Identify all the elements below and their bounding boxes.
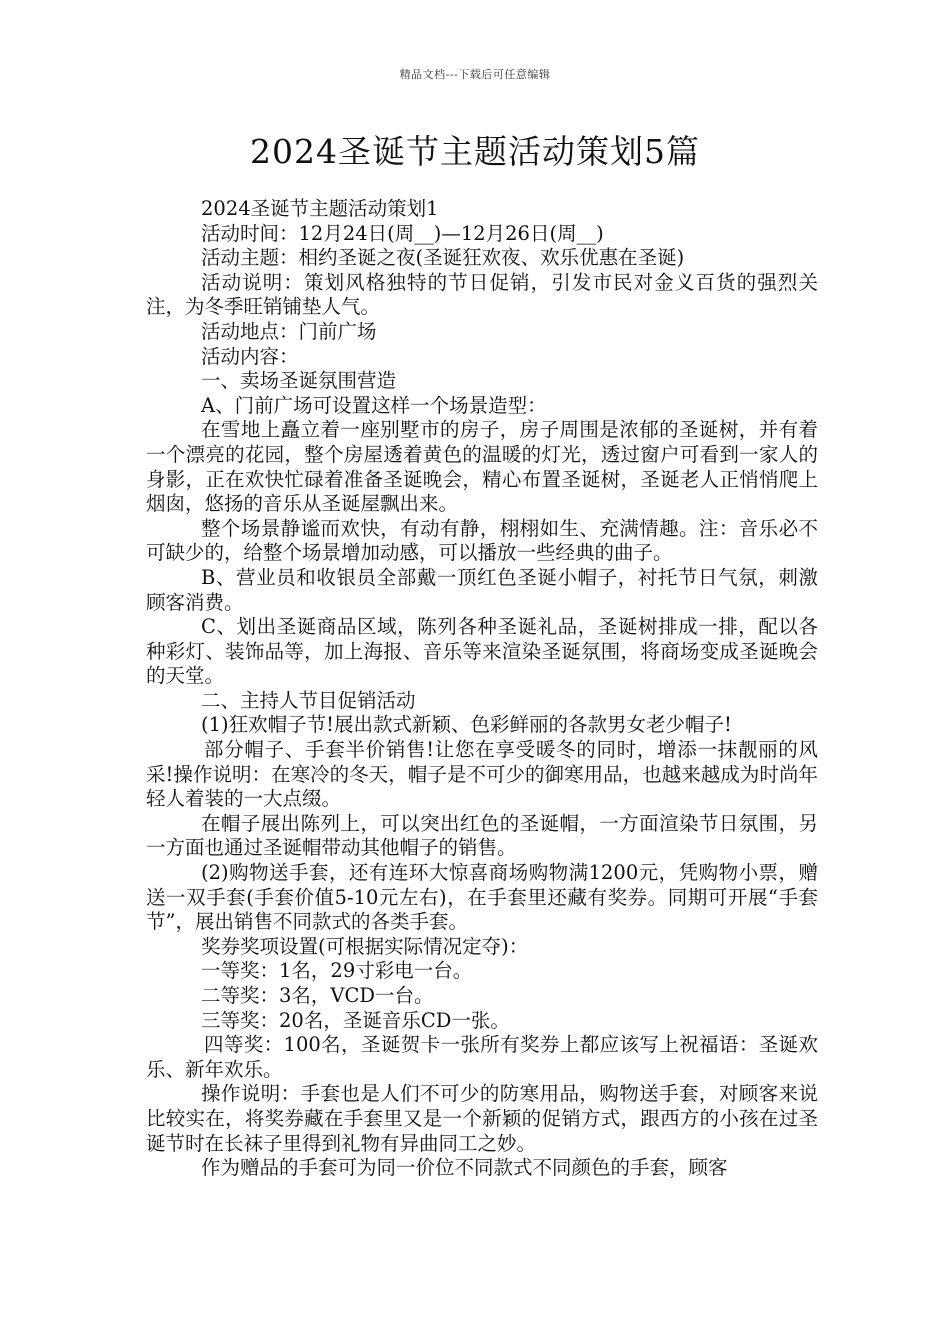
paragraph: 活动内容：	[201, 344, 299, 368]
paragraph: 部分帽子、手套半价销售!让您在享受暖冬的同时，增添一抹靓丽的风采!操作说明：在寒冷的冬天，帽子是不可少的御寒用品，也越来越成为时尚年轻人着装的一大点缀。	[146, 738, 818, 811]
paragraph: A、门前广场可设置这样一个场景造型：	[201, 393, 547, 417]
paragraph: 二、主持人节目促销活动	[201, 688, 416, 712]
paragraph: 一等奖：1名，29寸彩电一台。	[201, 959, 473, 983]
paragraph: 四等奖：100名，圣诞贺卡一张所有奖券上都应该写上祝福语：圣诞欢乐、新年欢乐。	[146, 1033, 818, 1081]
paragraph: 二等奖：3名，VCD一台。	[201, 984, 434, 1007]
paragraph: 在帽子展出陈列上，可以突出红色的圣诞帽，一方面渲染节日氛围，另一方面也通过圣诞帽带动其他帽子的销售。	[146, 811, 818, 860]
paragraph: 一、卖场圣诞氛围营造	[201, 369, 397, 393]
paragraph: (1)狂欢帽子节!展出款式新颖、色彩鲜丽的各款男女老少帽子!	[201, 713, 732, 737]
paragraph: B、营业员和收银员全部戴一顶红色圣诞小帽子，衬托节日气氛，刺激顾客消费。	[146, 565, 818, 614]
paragraph: 操作说明：手套也是人们不可少的防寒用品，购物送手套，对顾客来说比较实在，将奖券藏在手套里又是一个新颖的促销方式，跟西方的小孩在过圣诞节时在长袜子里得到礼物有异曲同工之妙。	[146, 1082, 818, 1155]
paragraph: 奖券奖项设置(可根据实际情况定夺)：	[201, 934, 529, 958]
document-title: 2024圣诞节主题活动策划5篇	[250, 132, 700, 171]
paragraph: 三等奖：20名，圣诞音乐CD一张。	[201, 1008, 510, 1032]
paragraph: 活动时间：12月24日(周__)—12月26日(周__)	[201, 221, 604, 245]
paragraph: (2)购物送手套，还有连环大惊喜商场购物满1200元，凭购物小票，赠送一双手套(手套价值5-10元左右)，在手套里还藏有奖券。同期可开展“手套节”，展出销售不同款式的各类手套。	[146, 861, 818, 934]
paragraph: 2024圣诞节主题活动策划1	[201, 197, 439, 220]
document-body	[146, 197, 818, 1181]
paragraph: 活动地点：门前广场	[201, 319, 377, 343]
paragraph: 整个场景静谧而欢快，有动有静，栩栩如生、充满情趣。注：音乐必不可缺少的，给整个场景增加动感，可以播放一些经典的曲子。	[146, 516, 818, 565]
paragraph: C、划出圣诞商品区域，陈列各种圣诞礼品，圣诞树排成一排，配以各种彩灯、装饰品等，加上海报、音乐等来渲染圣诞氛围，将商场变成圣诞晚会的天堂。	[146, 615, 818, 688]
paragraph: 作为赠品的手套可为同一价位不同款式不同颜色的手套，顾客	[201, 1156, 728, 1180]
paragraph: 在雪地上矗立着一座别墅市的房子，房子周围是浓郁的圣诞树，并有着一个漂亮的花园，整个房屋透着黄色的温暖的灯光，透过窗户可看到一家人的身影，正在欢快忙碌着准备圣诞晚会，精心布置圣诞树，圣诞老人正悄悄爬上烟囱，悠扬的音乐从圣诞屋飘出来。	[146, 418, 818, 516]
header-note: 精品文档---下载后可任意编辑	[399, 68, 551, 81]
paragraph: 活动说明：策划风格独特的节日促销，引发市民对金义百货的强烈关注，为冬季旺销铺垫人气。	[146, 270, 818, 319]
paragraph: 活动主题：相约圣诞之夜(圣诞狂欢夜、欢乐优惠在圣诞)	[201, 246, 685, 270]
